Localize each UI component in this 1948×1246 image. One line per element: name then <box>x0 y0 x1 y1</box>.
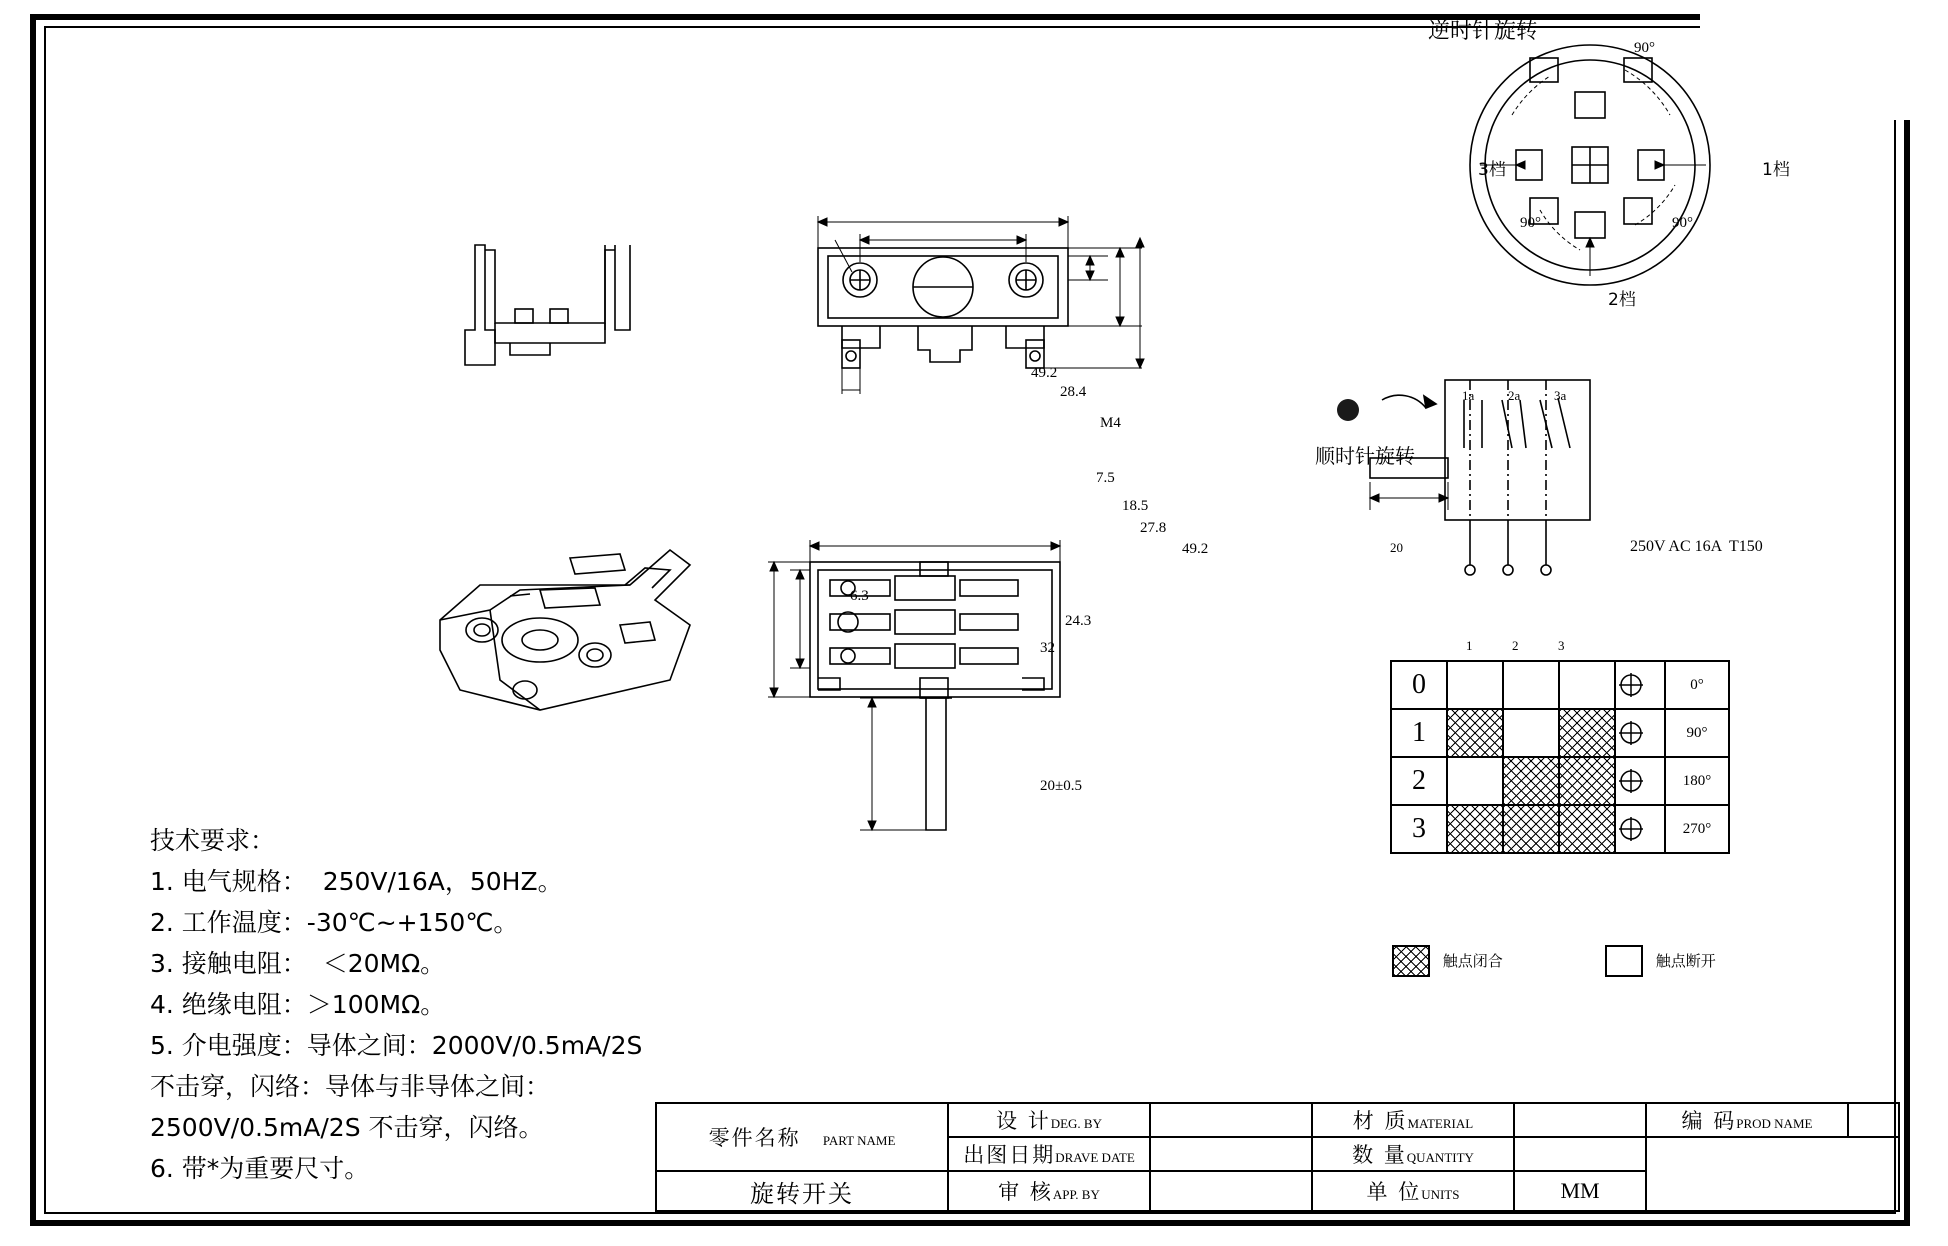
legend-closed-label: 触点闭合 <box>1442 951 1503 970</box>
date-value-cell[interactable] <box>1150 1137 1312 1171</box>
code-cn: 编 码 <box>1681 1109 1737 1134</box>
dim-32: 32 <box>1040 640 1055 656</box>
terminal-2: 2 <box>1512 638 1519 653</box>
part-value: 旋转开关 <box>750 1179 854 1208</box>
rotary-label-3: 3档 <box>1478 160 1506 180</box>
design-value-cell[interactable] <box>1150 1103 1312 1137</box>
code-cell <box>1646 1103 1848 1137</box>
terminal-3a: 3a <box>1554 388 1567 403</box>
units-en: UNITS <box>1421 1187 1460 1203</box>
knob-icon <box>1617 815 1645 843</box>
approve-cell <box>948 1171 1150 1211</box>
design-cell <box>948 1103 1150 1137</box>
tech-line: 2500V/0.5mA/2S 不击穿，闪络。 <box>150 1113 544 1142</box>
contact-cell <box>1447 661 1503 709</box>
shaft-dim-20: 20 <box>1390 540 1403 555</box>
material-en: MATERIAL <box>1407 1116 1474 1132</box>
angle-top-right: 90° <box>1634 40 1655 56</box>
contact-cell <box>1447 757 1503 805</box>
code-value-big-cell[interactable] <box>1646 1137 1899 1211</box>
position-cell: 3 <box>1391 805 1447 853</box>
rotary-top-label: 逆时针旋转 <box>1428 19 1539 44</box>
design-en: DEG. BY <box>1050 1116 1102 1132</box>
material-value-cell[interactable] <box>1514 1103 1646 1137</box>
table-row <box>1391 757 1729 805</box>
position-cell: 1 <box>1391 709 1447 757</box>
scan-artifact-corner <box>1848 0 1948 120</box>
knob-symbol-cell <box>1615 757 1665 805</box>
angle-cell: 180° <box>1665 757 1729 805</box>
quantity-en: QUANTITY <box>1406 1150 1474 1166</box>
dim-27-8: 27.8 <box>1140 520 1167 536</box>
knob-symbol-cell <box>1615 805 1665 853</box>
dim-18-5: 18.5 <box>1122 498 1149 514</box>
terminal-1a: 1a <box>1462 388 1475 403</box>
contact-cell <box>1447 805 1503 853</box>
switch-schematic <box>1330 370 1660 660</box>
knob-symbol-cell <box>1615 661 1665 709</box>
contact-cell <box>1503 661 1559 709</box>
units-cn: 单 位 <box>1366 1180 1422 1205</box>
contact-cell <box>1559 757 1615 805</box>
side-view-upper <box>455 235 675 395</box>
material-cell <box>1312 1103 1514 1137</box>
terminal-2a: 2a <box>1508 388 1521 403</box>
date-en: DRAVE DATE <box>1055 1150 1135 1166</box>
material-cn: 材 质 <box>1352 1109 1408 1134</box>
tech-line: 不击穿，闪络：导体与非导体之间： <box>150 1072 551 1101</box>
position-cell: 0 <box>1391 661 1447 709</box>
tech-line: 3. 接触电阻： ＜20MΩ。 <box>150 949 446 978</box>
contact-cell <box>1447 709 1503 757</box>
date-cell <box>948 1137 1150 1171</box>
angle-cell: 0° <box>1665 661 1729 709</box>
approve-en: APP. BY <box>1052 1187 1100 1203</box>
dim-20-tol: 20±0.5 <box>1040 778 1082 794</box>
table-row <box>1391 709 1729 757</box>
position-cell: 2 <box>1391 757 1447 805</box>
legend-closed <box>1392 945 1503 977</box>
title-block <box>655 1102 1900 1212</box>
dim-28-4: 28.4 <box>1060 384 1087 400</box>
terminal-3: 3 <box>1558 638 1565 653</box>
legend-open-swatch <box>1605 945 1643 977</box>
angle-cell: 270° <box>1665 805 1729 853</box>
rotary-label-2: 2档 <box>1608 290 1636 310</box>
legend-closed-swatch <box>1392 945 1430 977</box>
quantity-cn: 数 量 <box>1352 1143 1407 1168</box>
quantity-value-cell[interactable] <box>1514 1137 1646 1171</box>
tech-line: 2. 工作温度：-30℃~+150℃。 <box>150 908 519 937</box>
code-en: PROD NAME <box>1736 1116 1813 1132</box>
code-value-cell[interactable] <box>1848 1103 1899 1137</box>
quantity-cell <box>1312 1137 1514 1171</box>
knob-icon <box>1617 767 1645 795</box>
contact-truth-table <box>1390 660 1730 854</box>
top-view-drawing <box>790 200 1170 410</box>
units-cell <box>1312 1171 1514 1211</box>
tech-heading: 技术要求： <box>150 826 276 855</box>
contact-cell <box>1559 709 1615 757</box>
date-cn: 出图日期 <box>963 1143 1056 1168</box>
dim-6-3: 6.3 <box>850 588 869 604</box>
tech-line: 4. 绝缘电阻：＞100MΩ。 <box>150 990 446 1019</box>
table-row <box>1391 805 1729 853</box>
rotary-position-diagram <box>1420 10 1760 300</box>
contact-cell <box>1503 805 1559 853</box>
bottom-view-drawing <box>760 530 1080 850</box>
table-row <box>1391 661 1729 709</box>
approve-value-cell[interactable] <box>1150 1171 1312 1211</box>
knob-symbol-cell <box>1615 709 1665 757</box>
rotate-cw-label: 顺时针旋转 <box>1315 444 1415 468</box>
dim-49-2-top: 49.2 <box>1031 365 1058 381</box>
dim-49-2-bottom: 49.2 <box>1182 541 1209 557</box>
scan-dot <box>1337 399 1359 421</box>
contact-cell <box>1503 709 1559 757</box>
design-cn: 设 计 <box>996 1109 1051 1134</box>
part-name-en: PART NAME <box>822 1133 896 1149</box>
tech-line: 6. 带*为重要尺寸。 <box>150 1154 370 1183</box>
approve-cn: 审 核 <box>998 1180 1053 1205</box>
rotary-label-1: 1档 <box>1762 160 1790 180</box>
tech-line: 1. 电气规格： 250V/16A，50HZ。 <box>150 867 563 896</box>
units-value: MM <box>1560 1178 1600 1204</box>
legend-open-label: 触点断开 <box>1655 951 1716 970</box>
rating-label: 250V AC 16A T150 <box>1630 538 1763 555</box>
title-block-row <box>656 1103 1899 1137</box>
angle-bottom-right: 90° <box>1672 215 1693 231</box>
dim-7-5: 7.5 <box>1096 470 1115 486</box>
dim-m4: M4 <box>1100 415 1121 431</box>
knob-icon <box>1617 671 1645 699</box>
isometric-view <box>420 530 740 750</box>
contact-cell <box>1559 661 1615 709</box>
angle-cell: 90° <box>1665 709 1729 757</box>
tech-line: 5. 介电强度：导体之间：2000V/0.5mA/2S <box>150 1031 643 1060</box>
knob-icon <box>1617 719 1645 747</box>
part-name-cn: 零件名称 <box>708 1126 801 1151</box>
dim-24-3: 24.3 <box>1065 613 1092 629</box>
legend-open <box>1605 945 1716 977</box>
units-value-cell <box>1514 1171 1646 1211</box>
contact-cell <box>1503 757 1559 805</box>
part-name-header-cell <box>656 1103 948 1171</box>
contact-cell <box>1559 805 1615 853</box>
terminal-1: 1 <box>1466 638 1473 653</box>
part-value-cell <box>656 1171 948 1211</box>
angle-bottom-left: 90° <box>1520 215 1541 231</box>
